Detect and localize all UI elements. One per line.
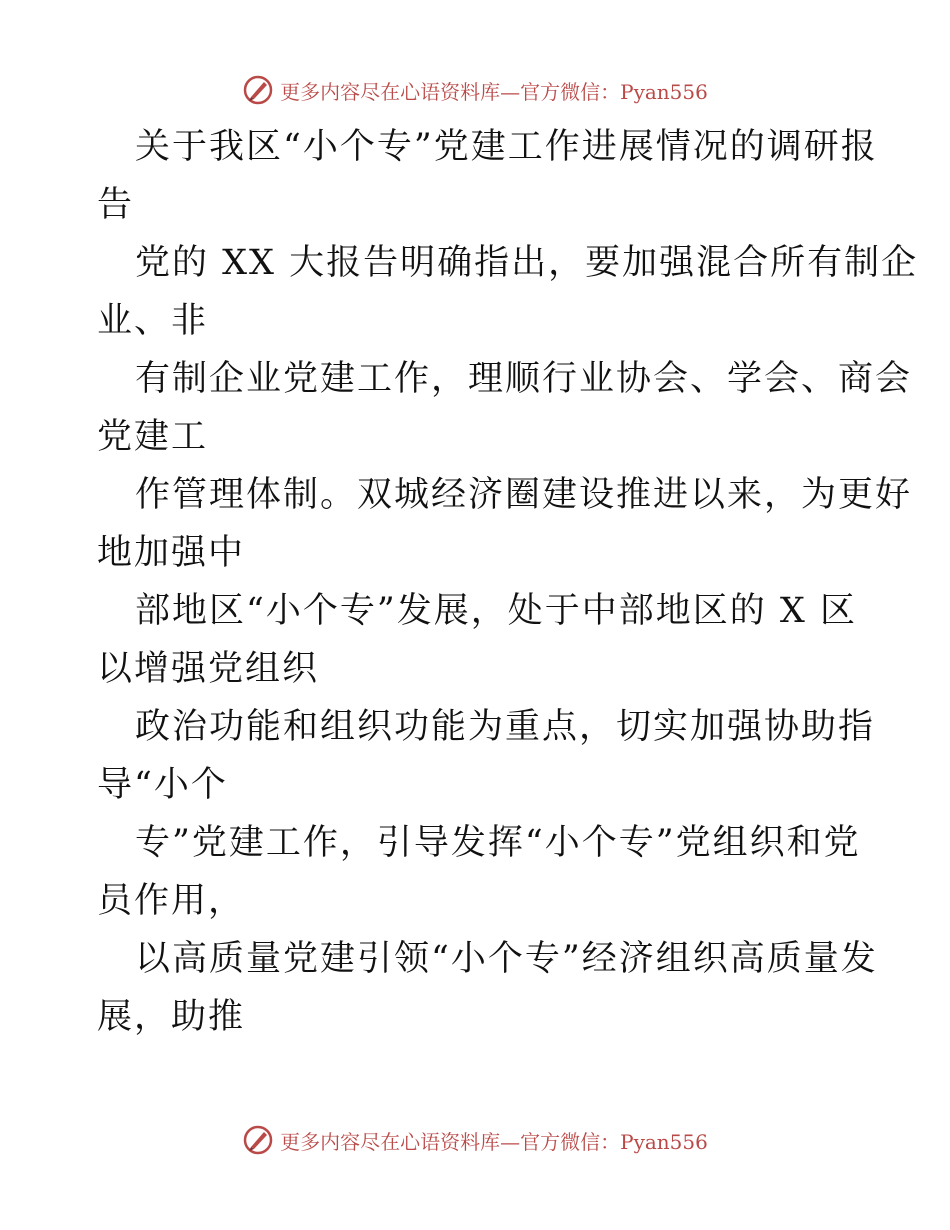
watermark-text: 更多内容尽在心语资料库—官方微信：Pyan556 [280,79,708,104]
text-line: 展，助推 [97,997,246,1037]
watermark-text: 更多内容尽在心语资料库—官方微信：Pyan556 [280,1129,708,1154]
header-watermark [0,70,950,110]
quill-seal-icon [242,74,274,106]
text-line: 员作用， [97,881,246,921]
footer-watermark [0,1120,950,1160]
text-line: 以增强党组织 [97,649,320,689]
text-line: 党的 XX 大报告明确指出，要加强混合所有制企 [135,243,919,283]
text-line: 党建工 [97,417,209,457]
text-line: 业、非 [97,301,209,341]
text-line: 有制企业党建工作，理顺行业协会、学会、商会 [135,359,913,399]
text-line: 部地区“小个专”发展，处于中部地区的 X 区 [135,591,857,631]
text-line: 地加强中 [97,533,246,573]
text-line: 作管理体制。双城经济圈建设推进以来，为更好 [135,475,913,515]
text-line: 以高质量党建引领“小个专”经济组织高质量发 [135,939,878,979]
text-line: 告 [97,185,135,225]
text-line: 专”党建工作，引导发挥“小个专”党组织和党 [135,823,861,863]
document-body [97,118,919,1046]
text-line: 关于我区“小个专”党建工作进展情况的调研报 [135,127,878,167]
text-line: 政治功能和组织功能为重点，切实加强协助指 [135,707,876,747]
text-line: 导“小个 [97,765,228,805]
quill-seal-icon [242,1124,274,1156]
